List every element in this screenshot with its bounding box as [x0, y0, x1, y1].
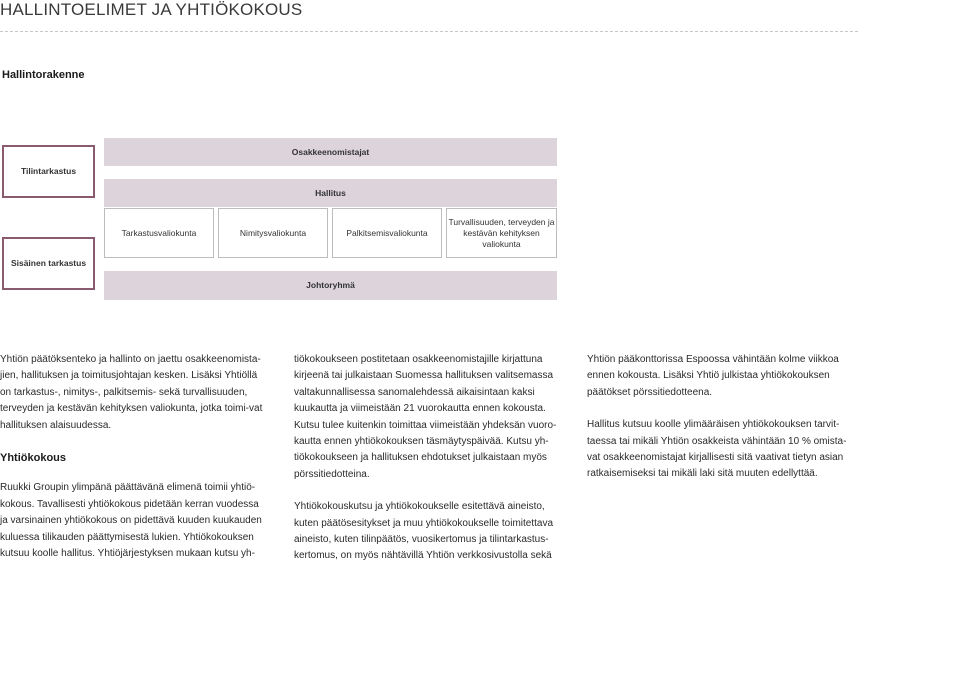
remuneration-committee-box: Palkitsemisvaliokunta	[332, 208, 442, 258]
paragraph: Hallitus kutsuu koolle ylimääräisen yhtiökokouksen tarvit-taessa tai mikäli Yhtiön osakkeista vähintään 10 % omista-vat osakkeenomistajat kirjallisesti sitä vaativat tietyn asian ratkaisemiseksi tai mikäli laki sitä muuten edellyttää.	[587, 419, 847, 480]
subheading-general-meeting: Yhtiökokous	[0, 452, 67, 465]
section-heading: Hallintorakenne	[2, 69, 85, 81]
paragraph: Ruukki Groupin ylimpänä päättävänä elimenä toimii yhtiö-kokous. Tavallisesti yhtiökokous pidetään kerran vuodessa ja varsinainen yhtiökokous on pidettävä kuuden kuukauden kuluessa tilikauden päättymisestä lukien. Yhtiökokouksen kutsuu koolle hallitus. Yhtiöjärjestyksen mukaan kutsu yh-	[0, 482, 262, 560]
shareholders-box: Osakkeenomistajat	[104, 138, 557, 166]
text-column-3	[587, 352, 857, 499]
title-divider	[0, 31, 858, 32]
text-column-2	[294, 352, 560, 581]
text-column-1	[0, 352, 268, 578]
paragraph: Yhtiön pääkonttorissa Espoossa vähintään kolme viikkoa ennen kokousta. Lisäksi Yhtiö julkistaa yhtiökokouksen päätökset pörssitiedotteena.	[587, 354, 839, 398]
page-title: HALLINTOELIMET JA YHTIÖKOKOUS	[0, 0, 303, 19]
paragraph: Yhtiön päätöksenteko ja hallinto on jaettu osakkeenomista-jien, hallituksen ja toimitusjohtajan kesken. Lisäksi Yhtiöllä on tarkastus-, nimitys-, palkitsemis- sekä turvallisuuden, terveyden ja kestävän kehityksen valiokunta, jotka toimi-vat hallituksen alaisuudessa.	[0, 354, 263, 431]
paragraph: tiökokoukseen postitetaan osakkeenomistajille kirjattuna kirjeenä tai julkaistaan Suomessa hallituksen valitsemassa valtakunnallisessa sanomalehdessä aikaisintaan kaksi kuukautta ja viimeistään 21 vuorokautta ennen kokousta. Kutsu tulee kuitenkin toimittaa viimeistään yhdeksän vuoro-kautta ennen yhtiökokouksen täsmäytyspäivää. Kutsu yh-tiökokoukseen ja hallituksen ehdotukset julkaistaan myös pörssitiedotteina.	[294, 354, 557, 480]
audit-committee-box: Tarkastusvaliokunta	[104, 208, 214, 258]
safety-committee-box: Turvallisuuden, terveyden ja kestävän kehityksen valiokunta	[446, 208, 557, 258]
auditor-box: Tilintarkastus	[2, 145, 95, 198]
internal-audit-box: Sisäinen tarkastus	[2, 237, 95, 290]
paragraph: Yhtiökokouskutsu ja yhtiökokoukselle esitettävä aineisto, kuten päätösesitykset ja muu yhtiökokoukselle toimitettava aineisto, kuten tilinpäätös, vuosikertomus ja tilintarkastus-kertomus, on myös nähtävillä Yhtiön verkkosivustolla sekä	[294, 501, 554, 562]
management-team-box: Johtoryhmä	[104, 271, 557, 300]
board-box: Hallitus	[104, 179, 557, 207]
nomination-committee-box: Nimitysvaliokunta	[218, 208, 328, 258]
